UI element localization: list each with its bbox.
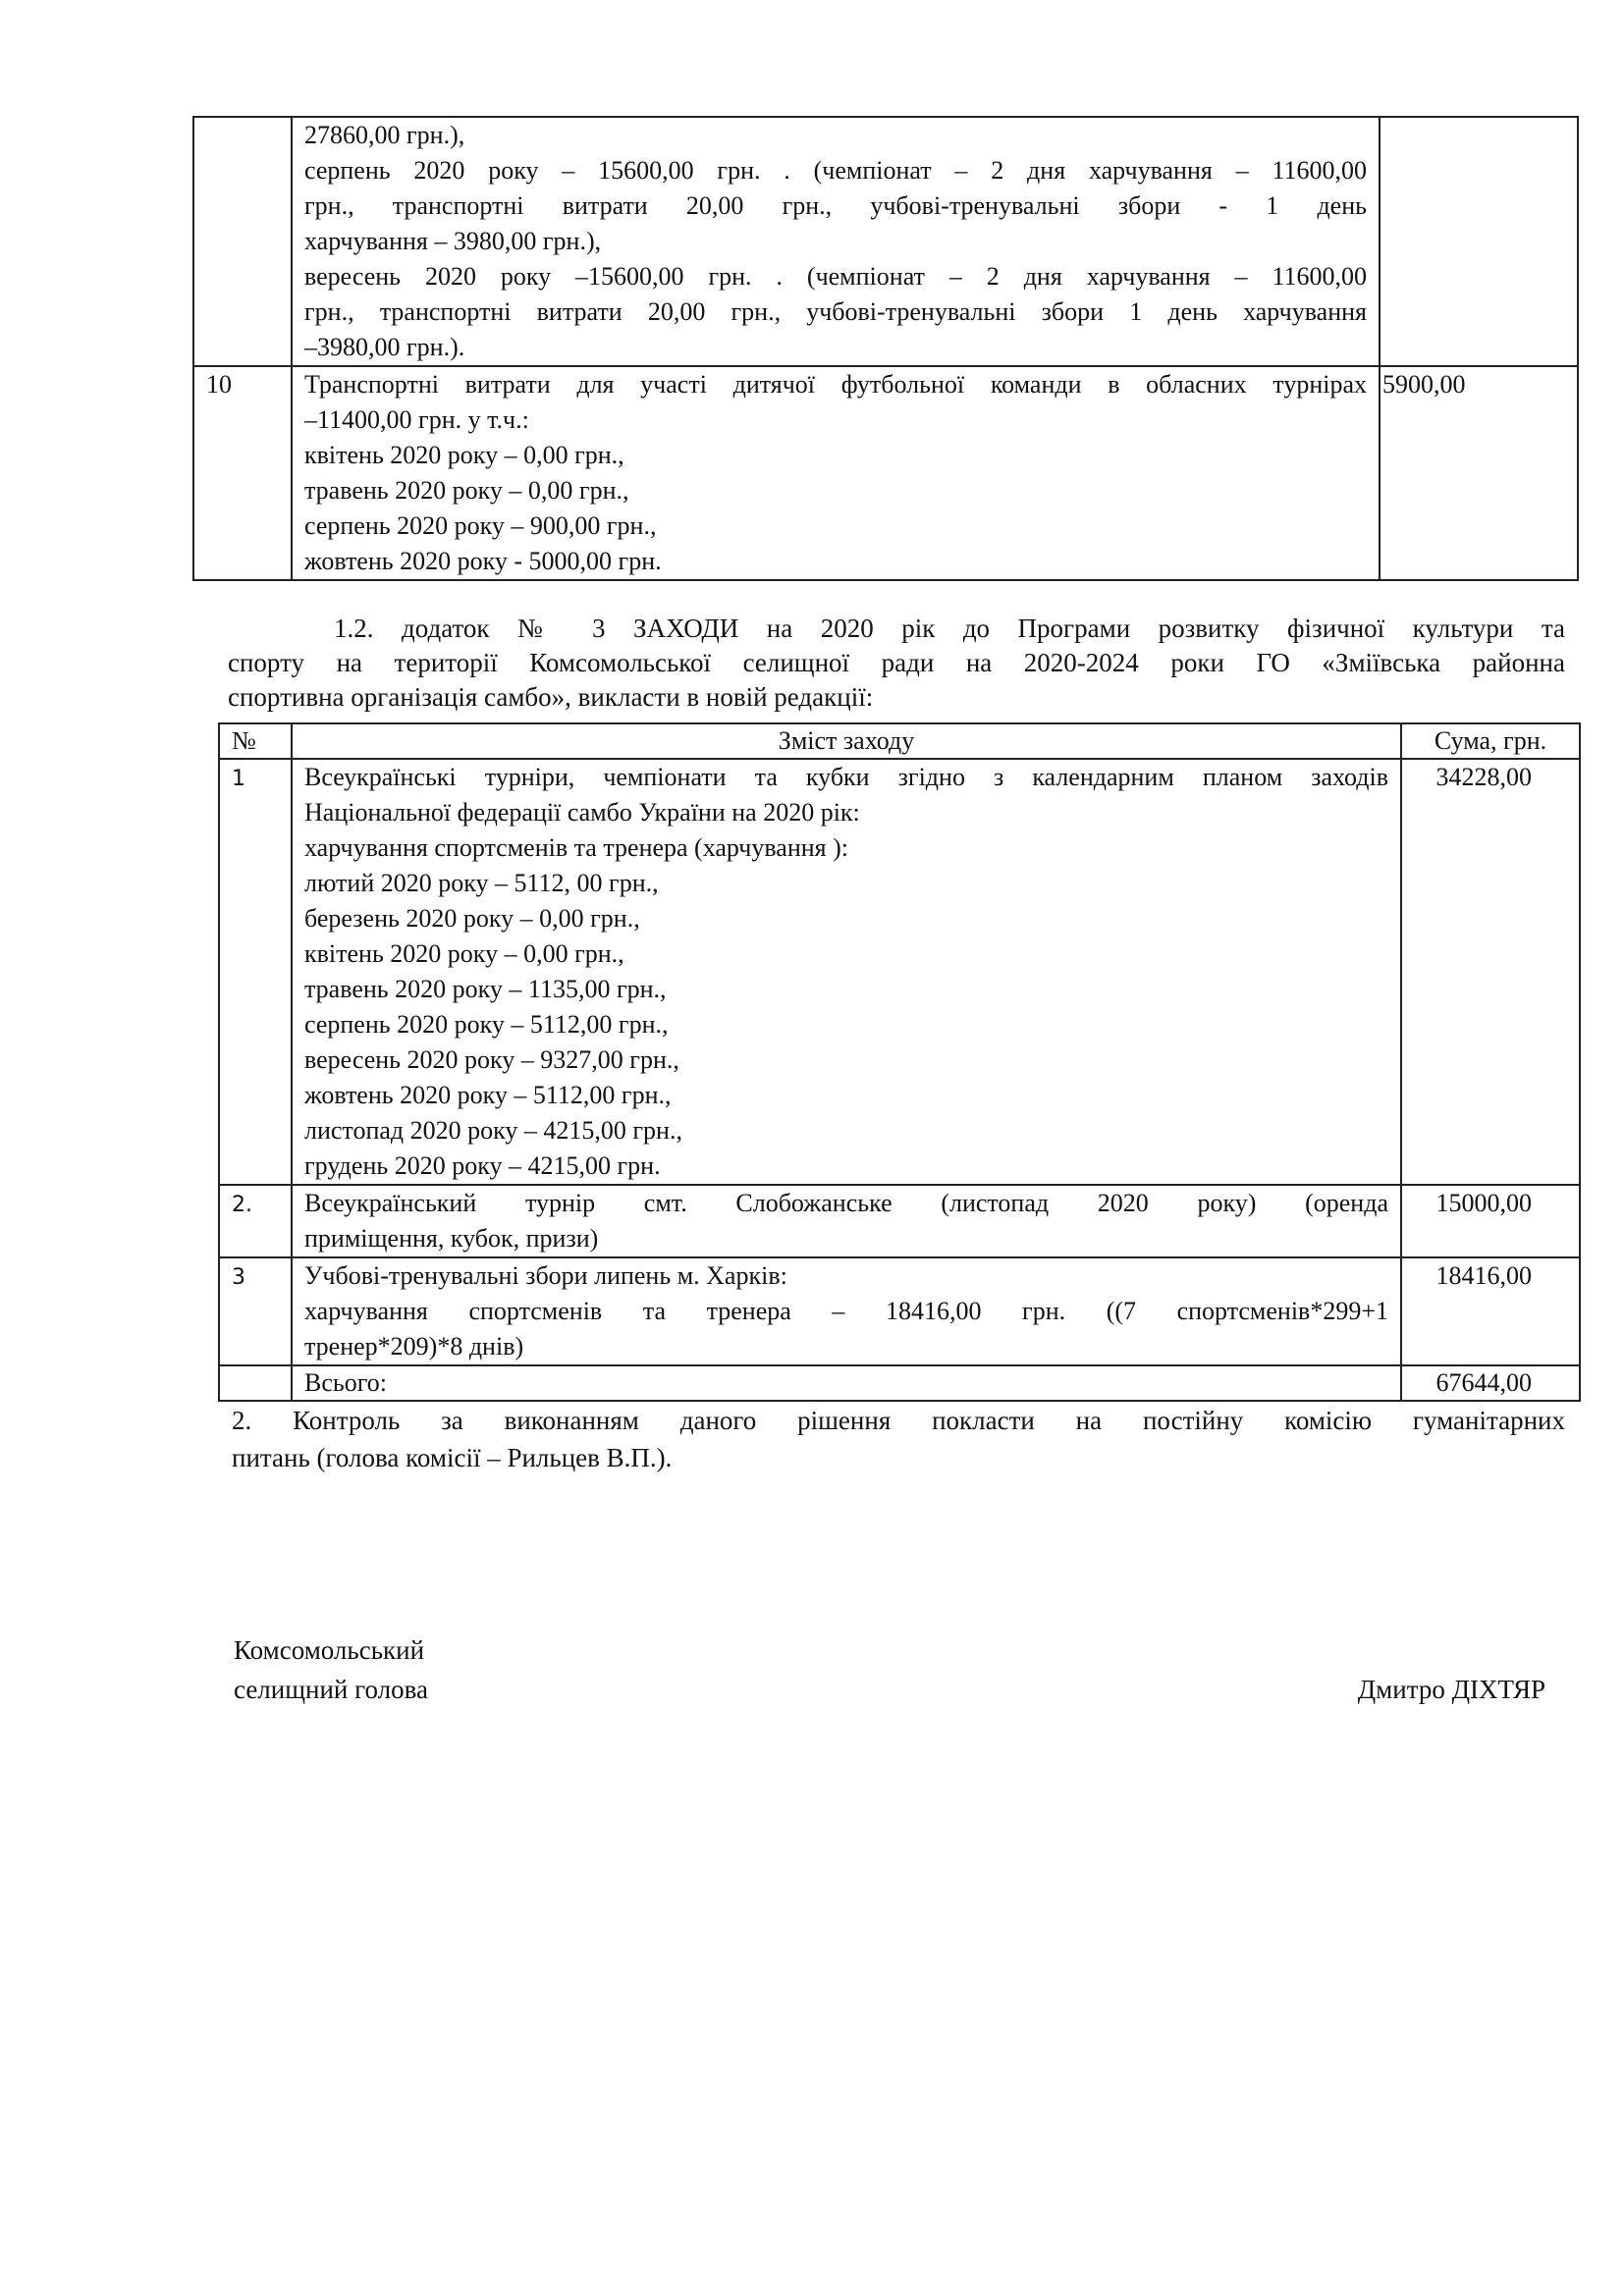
- row-text-line: листопад 2020 року – 4215,00 грн.,: [304, 1116, 682, 1145]
- row-text-line: харчування спортсменів та тренера (харчування ):: [304, 833, 848, 862]
- row-content-cell: [292, 759, 1401, 1185]
- row-content-cell: [292, 117, 1380, 366]
- row-number-cell: 2.: [219, 1185, 292, 1257]
- paragraph-line: питань (голова комісії – Рильцев В.П.).: [232, 1443, 673, 1472]
- row-text-line: березень 2020 року – 0,00 грн.,: [304, 904, 640, 933]
- row-text-line: Учбові-тренувальні збори липень м. Харків:: [304, 1261, 787, 1290]
- row-text-line: травень 2020 року – 0,00 грн.,: [304, 476, 629, 505]
- table-row: [193, 117, 1578, 366]
- table-row: [193, 366, 1578, 580]
- row-text-line: жовтень 2020 року – 5112,00 грн.,: [304, 1081, 672, 1109]
- header-number: №: [219, 723, 292, 759]
- row-content-cell: [292, 1185, 1401, 1257]
- paragraph-line: 2. Контроль за виконанням даного рішення покласти на постійну комісію гуманітарних: [232, 1406, 1565, 1435]
- row-text-line: вересень 2020 року –15600,00 грн. . (чемпіонат – 2 дня харчування – 11600,00: [304, 262, 1367, 291]
- row-text-line: Транспортні витрати для участі дитячої футбольної команди в обласних турнірах: [304, 370, 1367, 399]
- row-text-line: –11400,00 грн. у т.ч.:: [304, 405, 529, 434]
- paragraph-1-2: [228, 612, 1565, 715]
- row-text-line: тренер*209)*8 днів): [304, 1332, 524, 1361]
- row-text-line: вересень 2020 року – 9327,00 грн.,: [304, 1045, 679, 1074]
- paragraph-line: спортивна організація самбо», викласти в новій редакції:: [228, 682, 874, 712]
- events-table-continued: [192, 116, 1579, 581]
- row-text-line: квітень 2020 року – 0,00 грн.,: [304, 939, 624, 968]
- row-number-cell: 10: [193, 366, 292, 580]
- row-text-line: серпень 2020 року – 900,00 грн.,: [304, 511, 657, 540]
- events-table: [218, 722, 1581, 1402]
- row-text-line: квітень 2020 року – 0,00 грн.,: [304, 441, 624, 469]
- paragraph-line: 1.2. додаток № 3 ЗАХОДИ на 2020 рік до Програми розвитку фізичної культури та: [334, 614, 1565, 643]
- row-text-line: харчування спортсменів та тренера – 18416,00 грн. ((7 спортсменів*299+1: [304, 1297, 1388, 1325]
- row-text-line: лютий 2020 року – 5112, 00 грн.,: [304, 869, 659, 897]
- row-number-cell: [193, 117, 292, 366]
- row-sum-cell: 15000,00: [1401, 1185, 1580, 1257]
- row-number-cell: 3: [219, 1257, 292, 1365]
- row-sum-cell: 5900,00: [1380, 366, 1578, 580]
- row-text-line: грудень 2020 року – 4215,00 грн.: [304, 1151, 661, 1180]
- table-total-row: [219, 1365, 1580, 1401]
- row-number-cell: 1: [219, 759, 292, 1185]
- row-text-line: серпень 2020 року – 15600,00 грн. . (чемпіонат – 2 дня харчування – 11600,00: [304, 156, 1367, 185]
- row-text-line: грн., транспортні витрати 20,00 грн., учбові-тренувальні збори 1 день харчування: [304, 297, 1367, 326]
- paragraph-line: спорту на території Комсомольської селищної ради на 2020-2024 роки ГО «Зміївська районна: [228, 648, 1565, 677]
- signature-block: [234, 1630, 1567, 1709]
- signatory-name: Дмитро ДІХТЯР: [1357, 1675, 1545, 1704]
- table-row: [219, 1185, 1580, 1257]
- row-sum-cell: 18416,00: [1401, 1257, 1580, 1365]
- row-sum-cell: 34228,00: [1401, 759, 1580, 1185]
- row-number-cell: [219, 1365, 292, 1401]
- total-label: Всього:: [292, 1365, 1401, 1401]
- paragraph-2: [232, 1402, 1565, 1476]
- table-header-row: [219, 723, 1580, 759]
- header-sum: Сума, грн.: [1401, 723, 1580, 759]
- row-text-line: серпень 2020 року – 5112,00 грн.,: [304, 1010, 669, 1039]
- row-text-line: 27860,00 грн.),: [304, 121, 465, 149]
- row-text-line: –3980,00 грн.).: [304, 333, 465, 361]
- row-content-cell: [292, 1257, 1401, 1365]
- row-text-line: приміщення, кубок, призи): [304, 1224, 599, 1253]
- row-sum-cell: [1380, 117, 1578, 366]
- row-text-line: Національної федерації самбо України на 2020 рік:: [304, 798, 860, 827]
- table-row: [219, 1257, 1580, 1365]
- header-content: Зміст заходу: [292, 723, 1401, 759]
- row-text-line: Всеукраїнські турніри, чемпіонати та кубки згідно з календарним планом заходів: [304, 763, 1388, 791]
- signatory-title-line-2: селищний голова: [234, 1675, 429, 1704]
- row-text-line: харчування – 3980,00 грн.),: [304, 227, 602, 255]
- signatory-title-line-1: Комсомольський: [234, 1635, 425, 1665]
- table-row: [219, 759, 1580, 1185]
- row-text-line: жовтень 2020 року - 5000,00 грн.: [304, 547, 662, 575]
- row-text-line: Всеукраїнський турнір смт. Слобожанське (листопад 2020 року) (оренда: [304, 1189, 1388, 1217]
- total-sum: 67644,00: [1401, 1365, 1580, 1401]
- row-content-cell: [292, 366, 1380, 580]
- row-text-line: грн., транспортні витрати 20,00 грн., учбові-тренувальні збори - 1 день: [304, 191, 1367, 220]
- row-text-line: травень 2020 року – 1135,00 грн.,: [304, 975, 667, 1003]
